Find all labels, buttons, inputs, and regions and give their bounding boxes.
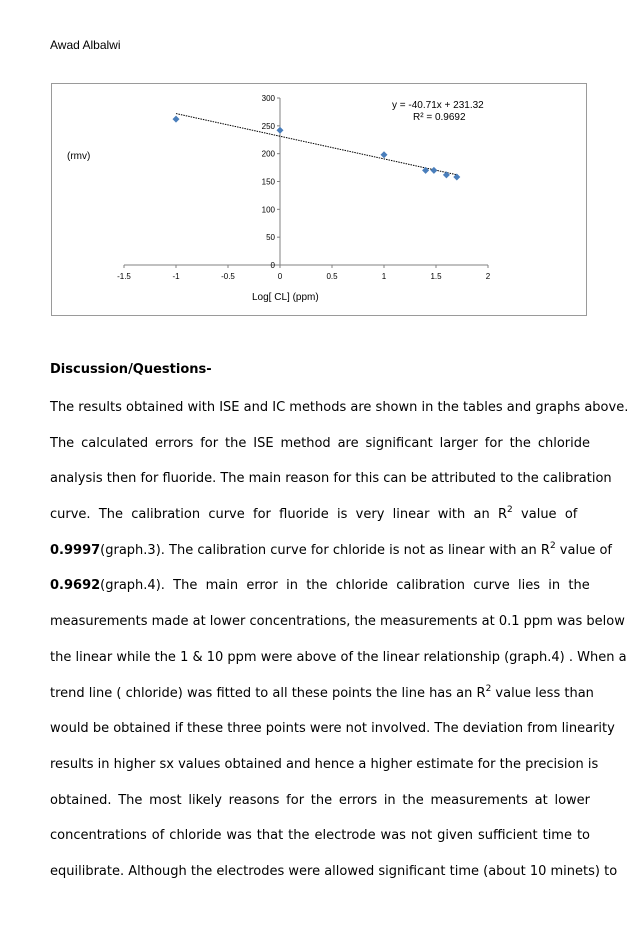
y-axis-label: (rmv) (67, 151, 91, 162)
superscript: 2 (485, 683, 492, 694)
y-tick-label: 200 (261, 149, 275, 159)
chart-svg (52, 84, 586, 315)
r2-value-fluoride: 0.9997 (50, 542, 101, 558)
r2-value-chloride: 0.9692 (50, 578, 101, 594)
x-tick-label: 0 (277, 272, 283, 281)
text-line (50, 497, 590, 533)
text-line: concentrations of chloride was that the electrode was not given sufficient time to (50, 828, 590, 844)
y-tick-label: 100 (261, 205, 275, 215)
x-tick-label: -0.5 (221, 272, 235, 281)
superscript: 2 (549, 540, 556, 551)
y-tick-label: 150 (261, 177, 275, 187)
text-span: curve. The calibration curve for fluoride is very linear with an R (50, 507, 508, 523)
text-line: The results obtained with ISE and IC methods are shown in the tables and graphs above. (50, 400, 629, 415)
text-span: value of (555, 542, 612, 558)
data-point (430, 167, 437, 174)
data-point (453, 174, 460, 181)
discussion-body (50, 390, 629, 890)
text-line: obtained. The most likely reasons for the errors in the measurements at lower (50, 792, 590, 808)
superscript: 2 (507, 505, 513, 516)
discussion-heading: Discussion/Questions- (50, 362, 212, 377)
y-tick-label: 0 (270, 261, 275, 270)
y-tick-label: 300 (261, 94, 275, 103)
data-point (277, 127, 284, 134)
x-tick-label: 0.5 (326, 272, 338, 281)
trendline-equation: y = -40.71x + 231.32 (392, 100, 484, 111)
calibration-chart (51, 83, 587, 316)
x-tick-label: -1.5 (117, 272, 131, 281)
text-line: the linear while the 1 & 10 ppm were above of the linear relationship (graph.4) . When a (50, 649, 627, 665)
text-span: (graph.3). The calibration curve for chloride is not as linear with an R (100, 542, 550, 558)
data-point (443, 171, 450, 178)
text-span: value less than (491, 685, 594, 701)
x-tick-label: -1 (172, 272, 180, 281)
text-line: would be obtained if these three points were not involved. The deviation from linearity (50, 721, 615, 737)
text-line: The calculated errors for the ISE method are significant larger for the chloride (50, 435, 590, 451)
y-tick-label: 250 (261, 121, 275, 131)
text-line (50, 676, 594, 712)
text-span: trend line ( chloride) was fitted to all these points the line has an R (50, 685, 486, 701)
text-span: value of (512, 507, 578, 523)
text-line (50, 533, 612, 569)
text-line: analysis then for fluoride. The main reason for this can be attributed to the calibration (50, 471, 612, 487)
data-point (381, 151, 388, 158)
text-span: (graph.4). The main error in the chloride calibration curve lies in the (100, 578, 590, 594)
text-line: equilibrate. Although the electrodes were allowed significant time (about 10 minets) to (50, 863, 618, 879)
y-tick-label: 50 (266, 233, 275, 243)
x-tick-label: 1 (381, 272, 387, 281)
author-name: Awad Albalwi (50, 38, 121, 52)
text-line: results in higher sx values obtained and hence a higher estimate for the precision is (50, 756, 599, 772)
text-line (50, 568, 590, 604)
x-tick-label: 2 (485, 272, 491, 281)
data-point (173, 116, 180, 123)
r-squared-label: R² = 0.9692 (413, 112, 466, 123)
x-tick-label: 1.5 (430, 272, 442, 281)
text-line: measurements made at lower concentrations, the measurements at 0.1 ppm was below (50, 614, 625, 630)
x-axis-label: Log[ CL] (ppm) (252, 292, 319, 303)
